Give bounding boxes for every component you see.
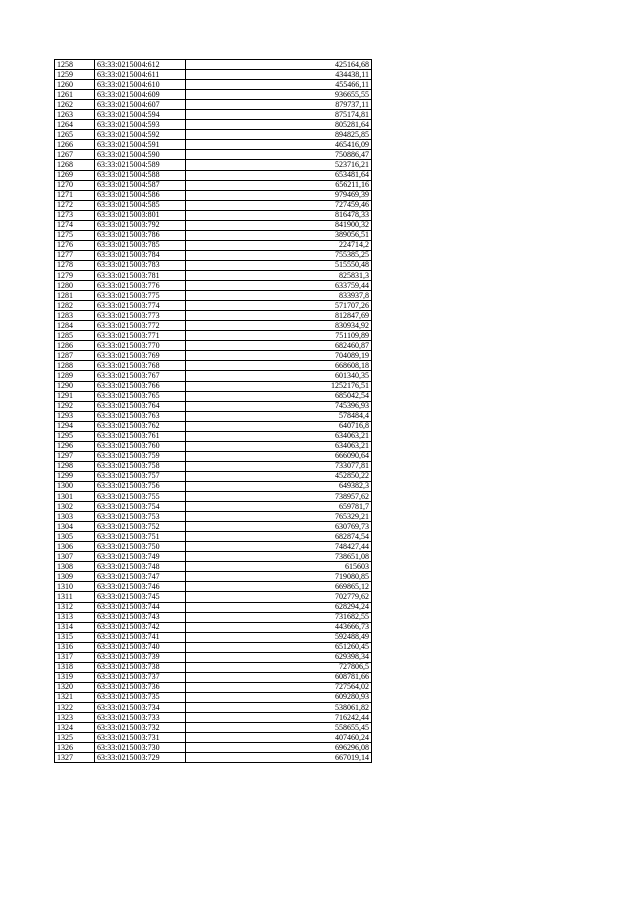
cadastral-number-cell: 63:33:0215004:585 xyxy=(95,200,186,210)
value-cell: 682874,54 xyxy=(186,532,372,542)
table-row xyxy=(55,542,372,552)
cadastral-number-cell: 63:33:0215004:594 xyxy=(95,110,186,120)
row-number-cell: 1286 xyxy=(55,341,95,351)
table-row xyxy=(55,723,372,733)
row-number-cell: 1276 xyxy=(55,240,95,250)
table-body xyxy=(55,60,372,763)
cadastral-number-cell: 63:33:0215003:736 xyxy=(95,682,186,692)
cadastral-number-cell: 63:33:0215003:744 xyxy=(95,602,186,612)
value-cell: 640716,8 xyxy=(186,421,372,431)
row-number-cell: 1291 xyxy=(55,391,95,401)
cadastral-number-cell: 63:33:0215003:763 xyxy=(95,411,186,421)
row-number-cell: 1279 xyxy=(55,270,95,280)
cadastral-number-cell: 63:33:0215003:747 xyxy=(95,572,186,582)
value-cell: 628294,24 xyxy=(186,602,372,612)
value-cell: 751109,89 xyxy=(186,331,372,341)
value-cell: 936655,55 xyxy=(186,90,372,100)
row-number-cell: 1290 xyxy=(55,381,95,391)
cadastral-number-cell: 63:33:0215003:738 xyxy=(95,662,186,672)
row-number-cell: 1298 xyxy=(55,461,95,471)
table-row xyxy=(55,311,372,321)
value-cell: 830934,92 xyxy=(186,321,372,331)
value-cell: 738957,62 xyxy=(186,492,372,502)
table-row xyxy=(55,301,372,311)
cadastral-number-cell: 63:33:0215003:751 xyxy=(95,532,186,542)
row-number-cell: 1260 xyxy=(55,80,95,90)
table-row xyxy=(55,381,372,391)
row-number-cell: 1318 xyxy=(55,662,95,672)
value-cell: 571707,26 xyxy=(186,301,372,311)
value-cell: 731682,55 xyxy=(186,612,372,622)
table-row xyxy=(55,160,372,170)
row-number-cell: 1319 xyxy=(55,672,95,682)
cadastral-number-cell: 63:33:0215004:592 xyxy=(95,130,186,140)
cadastral-number-cell: 63:33:0215003:740 xyxy=(95,642,186,652)
row-number-cell: 1316 xyxy=(55,642,95,652)
value-cell: 609280,93 xyxy=(186,692,372,702)
row-number-cell: 1312 xyxy=(55,602,95,612)
cadastral-number-cell: 63:33:0215003:764 xyxy=(95,401,186,411)
cadastral-number-cell: 63:33:0215003:730 xyxy=(95,743,186,753)
value-cell: 455466,11 xyxy=(186,80,372,90)
cadastral-number-cell: 63:33:0215003:771 xyxy=(95,331,186,341)
table-row xyxy=(55,260,372,270)
row-number-cell: 1325 xyxy=(55,733,95,743)
cadastral-number-cell: 63:33:0215003:772 xyxy=(95,321,186,331)
row-number-cell: 1262 xyxy=(55,100,95,110)
cadastral-number-cell: 63:33:0215004:589 xyxy=(95,160,186,170)
value-cell: 592488,49 xyxy=(186,632,372,642)
cadastral-number-cell: 63:33:0215003:773 xyxy=(95,311,186,321)
table-row xyxy=(55,431,372,441)
value-cell: 875174,81 xyxy=(186,110,372,120)
value-cell: 841900,32 xyxy=(186,220,372,230)
table-row xyxy=(55,130,372,140)
row-number-cell: 1311 xyxy=(55,592,95,602)
table-row xyxy=(55,80,372,90)
row-number-cell: 1289 xyxy=(55,371,95,381)
value-cell: 669865,12 xyxy=(186,582,372,592)
value-cell: 702779,62 xyxy=(186,592,372,602)
table-row xyxy=(55,401,372,411)
value-cell: 755385,25 xyxy=(186,250,372,260)
value-cell: 812847,69 xyxy=(186,311,372,321)
cadastral-number-cell: 63:33:0215003:733 xyxy=(95,713,186,723)
value-cell: 685042,54 xyxy=(186,391,372,401)
table-row xyxy=(55,110,372,120)
cadastral-number-cell: 63:33:0215003:785 xyxy=(95,240,186,250)
row-number-cell: 1304 xyxy=(55,522,95,532)
cadastral-number-cell: 63:33:0215003:746 xyxy=(95,582,186,592)
cadastral-number-cell: 63:33:0215003:759 xyxy=(95,451,186,461)
value-cell: 434438,11 xyxy=(186,70,372,80)
table-row xyxy=(55,371,372,381)
row-number-cell: 1261 xyxy=(55,90,95,100)
value-cell: 825831,3 xyxy=(186,270,372,280)
cadastral-number-cell: 63:33:0215003:765 xyxy=(95,391,186,401)
row-number-cell: 1263 xyxy=(55,110,95,120)
row-number-cell: 1272 xyxy=(55,200,95,210)
cadastral-number-cell: 63:33:0215003:766 xyxy=(95,381,186,391)
table-row xyxy=(55,170,372,180)
value-cell: 666090,64 xyxy=(186,451,372,461)
value-cell: 745396,93 xyxy=(186,401,372,411)
value-cell: 738651,08 xyxy=(186,552,372,562)
row-number-cell: 1292 xyxy=(55,401,95,411)
cadastral-number-cell: 63:33:0215003:769 xyxy=(95,351,186,361)
row-number-cell: 1259 xyxy=(55,70,95,80)
table-row xyxy=(55,210,372,220)
value-cell: 719080,85 xyxy=(186,572,372,582)
row-number-cell: 1300 xyxy=(55,481,95,491)
table-row xyxy=(55,220,372,230)
cadastral-number-cell: 63:33:0215003:735 xyxy=(95,692,186,702)
value-cell: 805281,64 xyxy=(186,120,372,130)
cadastral-number-cell: 63:33:0215003:781 xyxy=(95,270,186,280)
value-cell: 696296,08 xyxy=(186,743,372,753)
table-row xyxy=(55,230,372,240)
value-cell: 879737,11 xyxy=(186,100,372,110)
value-cell: 727459,46 xyxy=(186,200,372,210)
cadastral-number-cell: 63:33:0215003:752 xyxy=(95,522,186,532)
cadastral-number-cell: 63:33:0215003:732 xyxy=(95,723,186,733)
value-cell: 894825,85 xyxy=(186,130,372,140)
cadastral-number-cell: 63:33:0215003:737 xyxy=(95,672,186,682)
row-number-cell: 1327 xyxy=(55,753,95,763)
table-row xyxy=(55,713,372,723)
table-row xyxy=(55,120,372,130)
cadastral-number-cell: 63:33:0215004:612 xyxy=(95,60,186,70)
row-number-cell: 1280 xyxy=(55,281,95,291)
table-row xyxy=(55,100,372,110)
value-cell: 733077,81 xyxy=(186,461,372,471)
data-table xyxy=(54,59,372,763)
row-number-cell: 1264 xyxy=(55,120,95,130)
row-number-cell: 1305 xyxy=(55,532,95,542)
value-cell: 1252176,51 xyxy=(186,381,372,391)
cadastral-number-cell: 63:33:0215003:767 xyxy=(95,371,186,381)
cadastral-number-cell: 63:33:0215004:609 xyxy=(95,90,186,100)
row-number-cell: 1271 xyxy=(55,190,95,200)
row-number-cell: 1275 xyxy=(55,230,95,240)
row-number-cell: 1324 xyxy=(55,723,95,733)
value-cell: 465416,09 xyxy=(186,140,372,150)
row-number-cell: 1258 xyxy=(55,60,95,70)
row-number-cell: 1283 xyxy=(55,311,95,321)
table-row xyxy=(55,572,372,582)
cadastral-number-cell: 63:33:0215003:762 xyxy=(95,421,186,431)
cadastral-number-cell: 63:33:0215003:760 xyxy=(95,441,186,451)
cadastral-number-cell: 63:33:0215004:593 xyxy=(95,120,186,130)
value-cell: 656211,16 xyxy=(186,180,372,190)
value-cell: 523716,21 xyxy=(186,160,372,170)
table-row xyxy=(55,522,372,532)
value-cell: 634063,21 xyxy=(186,431,372,441)
table-row xyxy=(55,361,372,371)
value-cell: 716242,44 xyxy=(186,713,372,723)
table-row xyxy=(55,622,372,632)
row-number-cell: 1321 xyxy=(55,692,95,702)
cadastral-number-cell: 63:33:0215004:610 xyxy=(95,80,186,90)
table-row xyxy=(55,411,372,421)
value-cell: 653481,64 xyxy=(186,170,372,180)
cadastral-number-cell: 63:33:0215003:749 xyxy=(95,552,186,562)
row-number-cell: 1315 xyxy=(55,632,95,642)
row-number-cell: 1297 xyxy=(55,451,95,461)
value-cell: 659781,7 xyxy=(186,502,372,512)
row-number-cell: 1322 xyxy=(55,703,95,713)
row-number-cell: 1295 xyxy=(55,431,95,441)
row-number-cell: 1302 xyxy=(55,502,95,512)
table-row xyxy=(55,632,372,642)
value-cell: 578484,4 xyxy=(186,411,372,421)
value-cell: 651260,45 xyxy=(186,642,372,652)
cadastral-number-cell: 63:33:0215004:586 xyxy=(95,190,186,200)
table-row xyxy=(55,321,372,331)
row-number-cell: 1285 xyxy=(55,331,95,341)
table-row xyxy=(55,90,372,100)
row-number-cell: 1266 xyxy=(55,140,95,150)
value-cell: 748427,44 xyxy=(186,542,372,552)
cadastral-number-cell: 63:33:0215003:748 xyxy=(95,562,186,572)
row-number-cell: 1296 xyxy=(55,441,95,451)
table-row xyxy=(55,451,372,461)
value-cell: 608781,66 xyxy=(186,672,372,682)
table-row xyxy=(55,682,372,692)
table-row xyxy=(55,391,372,401)
value-cell: 452850,22 xyxy=(186,471,372,481)
row-number-cell: 1268 xyxy=(55,160,95,170)
row-number-cell: 1270 xyxy=(55,180,95,190)
value-cell: 634063,21 xyxy=(186,441,372,451)
table-row xyxy=(55,662,372,672)
cadastral-number-cell: 63:33:0215003:786 xyxy=(95,230,186,240)
row-number-cell: 1309 xyxy=(55,572,95,582)
row-number-cell: 1284 xyxy=(55,321,95,331)
value-cell: 765329,21 xyxy=(186,512,372,522)
table-row xyxy=(55,341,372,351)
row-number-cell: 1281 xyxy=(55,291,95,301)
value-cell: 601340,35 xyxy=(186,371,372,381)
table-row xyxy=(55,291,372,301)
cadastral-number-cell: 63:33:0215003:742 xyxy=(95,622,186,632)
table-row xyxy=(55,512,372,522)
table-row xyxy=(55,140,372,150)
table-row xyxy=(55,461,372,471)
table-row xyxy=(55,331,372,341)
cadastral-number-cell: 63:33:0215004:607 xyxy=(95,100,186,110)
cadastral-number-cell: 63:33:0215003:801 xyxy=(95,210,186,220)
table-row xyxy=(55,642,372,652)
table-row xyxy=(55,150,372,160)
table-row xyxy=(55,733,372,743)
value-cell: 515550,48 xyxy=(186,260,372,270)
cadastral-number-cell: 63:33:0215003:734 xyxy=(95,703,186,713)
row-number-cell: 1320 xyxy=(55,682,95,692)
row-number-cell: 1301 xyxy=(55,492,95,502)
row-number-cell: 1277 xyxy=(55,250,95,260)
value-cell: 558655,45 xyxy=(186,723,372,733)
table-row xyxy=(55,612,372,622)
cadastral-number-cell: 63:33:0215003:743 xyxy=(95,612,186,622)
row-number-cell: 1278 xyxy=(55,260,95,270)
value-cell: 630769,73 xyxy=(186,522,372,532)
row-number-cell: 1306 xyxy=(55,542,95,552)
value-cell: 389056,51 xyxy=(186,230,372,240)
row-number-cell: 1323 xyxy=(55,713,95,723)
table-row xyxy=(55,70,372,80)
row-number-cell: 1307 xyxy=(55,552,95,562)
value-cell: 704089,19 xyxy=(186,351,372,361)
table-row xyxy=(55,481,372,491)
cadastral-number-cell: 63:33:0215003:750 xyxy=(95,542,186,552)
cadastral-number-cell: 63:33:0215004:591 xyxy=(95,140,186,150)
cadastral-number-cell: 63:33:0215003:731 xyxy=(95,733,186,743)
row-number-cell: 1282 xyxy=(55,301,95,311)
row-number-cell: 1294 xyxy=(55,421,95,431)
cadastral-number-cell: 63:33:0215004:611 xyxy=(95,70,186,80)
table-row xyxy=(55,351,372,361)
table-row xyxy=(55,652,372,662)
row-number-cell: 1269 xyxy=(55,170,95,180)
table-row xyxy=(55,180,372,190)
table-row xyxy=(55,190,372,200)
row-number-cell: 1314 xyxy=(55,622,95,632)
cadastral-number-cell: 63:33:0215003:774 xyxy=(95,301,186,311)
row-number-cell: 1293 xyxy=(55,411,95,421)
table-row xyxy=(55,441,372,451)
cadastral-number-cell: 63:33:0215003:756 xyxy=(95,481,186,491)
value-cell: 443666,73 xyxy=(186,622,372,632)
row-number-cell: 1303 xyxy=(55,512,95,522)
table-row xyxy=(55,532,372,542)
row-number-cell: 1313 xyxy=(55,612,95,622)
table-row xyxy=(55,240,372,250)
row-number-cell: 1267 xyxy=(55,150,95,160)
cadastral-number-cell: 63:33:0215003:753 xyxy=(95,512,186,522)
cadastral-number-cell: 63:33:0215004:590 xyxy=(95,150,186,160)
table-row xyxy=(55,552,372,562)
value-cell: 833937,8 xyxy=(186,291,372,301)
cadastral-number-cell: 63:33:0215003:784 xyxy=(95,250,186,260)
table-row xyxy=(55,592,372,602)
table-row xyxy=(55,602,372,612)
value-cell: 667019,14 xyxy=(186,753,372,763)
row-number-cell: 1273 xyxy=(55,210,95,220)
row-number-cell: 1299 xyxy=(55,471,95,481)
value-cell: 633759,44 xyxy=(186,281,372,291)
value-cell: 615603 xyxy=(186,562,372,572)
cadastral-number-cell: 63:33:0215003:775 xyxy=(95,291,186,301)
value-cell: 425164,68 xyxy=(186,60,372,70)
table-row xyxy=(55,562,372,572)
cadastral-number-cell: 63:33:0215003:755 xyxy=(95,492,186,502)
value-cell: 727564,02 xyxy=(186,682,372,692)
cadastral-number-cell: 63:33:0215003:745 xyxy=(95,592,186,602)
cadastral-number-cell: 63:33:0215004:588 xyxy=(95,170,186,180)
row-number-cell: 1288 xyxy=(55,361,95,371)
table-row xyxy=(55,743,372,753)
table-row xyxy=(55,471,372,481)
table-row xyxy=(55,60,372,70)
cadastral-number-cell: 63:33:0215003:783 xyxy=(95,260,186,270)
table-row xyxy=(55,692,372,702)
cadastral-number-cell: 63:33:0215003:776 xyxy=(95,281,186,291)
cadastral-number-cell: 63:33:0215003:757 xyxy=(95,471,186,481)
table-row xyxy=(55,703,372,713)
cadastral-number-cell: 63:33:0215003:741 xyxy=(95,632,186,642)
row-number-cell: 1308 xyxy=(55,562,95,572)
value-cell: 224714,2 xyxy=(186,240,372,250)
value-cell: 668608,18 xyxy=(186,361,372,371)
row-number-cell: 1287 xyxy=(55,351,95,361)
cadastral-number-cell: 63:33:0215003:739 xyxy=(95,652,186,662)
value-cell: 407460,24 xyxy=(186,733,372,743)
cadastral-number-cell: 63:33:0215003:761 xyxy=(95,431,186,441)
cadastral-number-cell: 63:33:0215003:770 xyxy=(95,341,186,351)
cadastral-number-cell: 63:33:0215003:729 xyxy=(95,753,186,763)
value-cell: 629398,34 xyxy=(186,652,372,662)
cadastral-number-cell: 63:33:0215004:587 xyxy=(95,180,186,190)
table-row xyxy=(55,502,372,512)
value-cell: 682460,87 xyxy=(186,341,372,351)
value-cell: 816478,33 xyxy=(186,210,372,220)
cadastral-number-cell: 63:33:0215003:792 xyxy=(95,220,186,230)
table-row xyxy=(55,753,372,763)
value-cell: 538061,82 xyxy=(186,703,372,713)
value-cell: 649382,3 xyxy=(186,481,372,491)
row-number-cell: 1274 xyxy=(55,220,95,230)
cadastral-number-cell: 63:33:0215003:768 xyxy=(95,361,186,371)
row-number-cell: 1265 xyxy=(55,130,95,140)
table-row xyxy=(55,270,372,280)
cadastral-number-cell: 63:33:0215003:754 xyxy=(95,502,186,512)
table-row xyxy=(55,582,372,592)
row-number-cell: 1326 xyxy=(55,743,95,753)
table-row xyxy=(55,672,372,682)
table-row xyxy=(55,200,372,210)
cadastral-number-cell: 63:33:0215003:758 xyxy=(95,461,186,471)
table-row xyxy=(55,281,372,291)
value-cell: 727806,5 xyxy=(186,662,372,672)
value-cell: 750886,47 xyxy=(186,150,372,160)
row-number-cell: 1317 xyxy=(55,652,95,662)
value-cell: 979469,39 xyxy=(186,190,372,200)
table-row xyxy=(55,421,372,431)
row-number-cell: 1310 xyxy=(55,582,95,592)
table-row xyxy=(55,250,372,260)
table-row xyxy=(55,492,372,502)
